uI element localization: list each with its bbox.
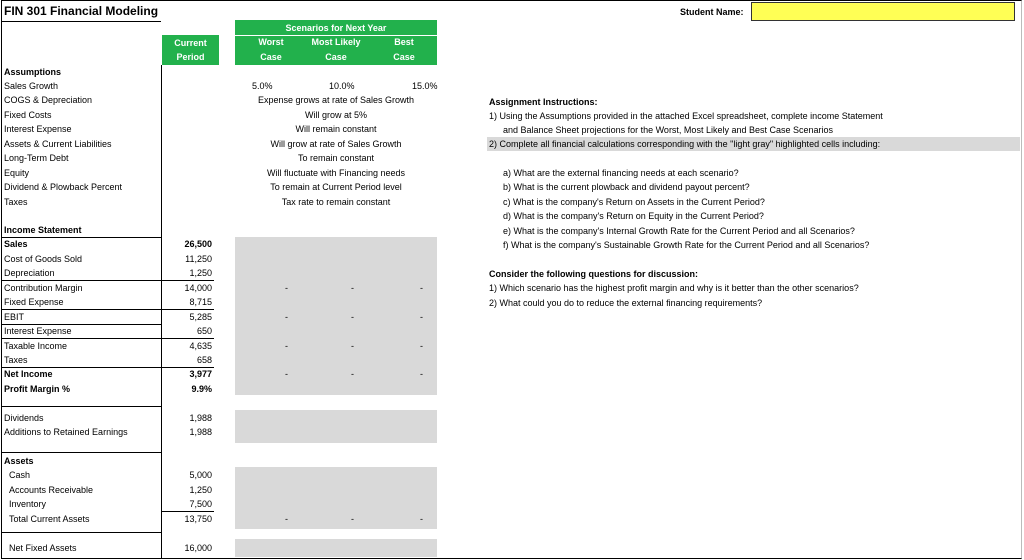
best-header-l1: Best <box>394 37 414 47</box>
income-label: Net Income <box>4 369 53 379</box>
assumption-label: COGS & Depreciation <box>4 95 93 105</box>
asset-label: Cash <box>9 470 31 480</box>
divider <box>1 406 161 407</box>
assumption-note: Tax rate to remain constant <box>281 197 391 207</box>
assumption-label: Taxes <box>4 197 28 207</box>
dividend-value: 1,988 <box>189 427 212 437</box>
divider <box>1 452 161 453</box>
best-value: - <box>420 312 423 322</box>
likely-value: - <box>351 369 354 379</box>
instructions-heading: Assignment Instructions: <box>489 97 598 107</box>
assumption-note: Will grow at rate of Sales Growth <box>270 139 402 149</box>
divider <box>1 532 161 533</box>
worst-value: - <box>285 369 288 379</box>
asset-value: 5,000 <box>189 470 212 480</box>
income-value: 650 <box>196 326 212 336</box>
best-header-l2: Case <box>393 52 415 62</box>
assumption-label: Sales Growth <box>4 81 59 91</box>
worst-value: - <box>285 514 288 524</box>
instruction-item: c) What is the company's Return on Assets in the Current Period? <box>503 197 765 207</box>
instruction-item: d) What is the company's Return on Equity in the Current Period? <box>503 211 764 221</box>
growth-worst: 5.0% <box>252 81 273 91</box>
income-value: 8,715 <box>189 297 212 307</box>
assumption-note: Will fluctuate with Financing needs <box>266 168 406 178</box>
income-value: 658 <box>196 355 212 365</box>
best-value: - <box>420 341 423 351</box>
best-value: - <box>420 283 423 293</box>
instruction-item: e) What is the company's Internal Growth Rate for the Current Period and all Scenarios? <box>503 226 855 236</box>
instruction-line: 2) Complete all financial calculations corresponding with the "light gray" highlighted cells including: <box>489 139 881 149</box>
income-label: Cost of Goods Sold <box>4 254 83 264</box>
current-header-l2: Period <box>176 52 205 62</box>
current-header-l1: Current <box>174 38 207 48</box>
instruction-line: and Balance Sheet projections for the Worst, Most Likely and Best Case Scenarios <box>503 125 834 135</box>
income-label: Taxes <box>4 355 28 365</box>
likely-value: - <box>351 514 354 524</box>
student-name-input[interactable] <box>751 2 1015 21</box>
student-name-label: Student Name: <box>680 7 744 17</box>
worst-header-l2: Case <box>260 52 282 62</box>
income-label: Contribution Margin <box>4 283 83 293</box>
income-label: Profit Margin % <box>4 384 71 394</box>
likely-header-l2: Case <box>325 52 347 62</box>
assumption-note: To remain constant <box>297 153 375 163</box>
worst-header-l1: Worst <box>258 37 284 47</box>
income-value: 9.9% <box>191 384 212 394</box>
worst-value: - <box>285 312 288 322</box>
column-separator <box>161 65 162 559</box>
income-label: Taxable Income <box>4 341 68 351</box>
assets-heading: Assets <box>4 456 34 466</box>
asset-label: Accounts Receivable <box>9 485 94 495</box>
income-value: 4,635 <box>189 341 212 351</box>
asset-value: 13,750 <box>184 514 212 524</box>
scenario-input-block[interactable] <box>235 237 437 395</box>
income-label: Interest Expense <box>4 326 72 336</box>
likely-header-l1: Most Likely <box>311 37 361 47</box>
assumption-label: Assets & Current Liabilities <box>4 139 112 149</box>
income-label: Sales <box>4 239 28 249</box>
income-value: 26,500 <box>184 239 212 249</box>
current-period-header <box>162 35 219 65</box>
instruction-item: a) What are the external financing needs at each scenario? <box>503 168 739 178</box>
dividend-label: Additions to Retained Earnings <box>4 427 128 437</box>
discussion-item: 2) What could you do to reduce the external financing requirements? <box>489 298 763 308</box>
assumption-label: Equity <box>4 168 30 178</box>
scenarios-header <box>235 20 437 65</box>
best-value: - <box>420 369 423 379</box>
dividend-value: 1,988 <box>189 413 212 423</box>
income-value: 1,250 <box>189 268 212 278</box>
assumption-note: Will grow at 5% <box>304 110 367 120</box>
income-statement-heading: Income Statement <box>4 225 82 235</box>
assumption-label: Long-Term Debt <box>4 153 69 163</box>
worst-value: - <box>285 341 288 351</box>
income-label: Fixed Expense <box>4 297 64 307</box>
scenario-input-block[interactable] <box>235 467 437 529</box>
instruction-item: f) What is the company's Sustainable Growth Rate for the Current Period and all Scenarios? <box>503 240 870 250</box>
asset-value: 16,000 <box>184 543 212 553</box>
instruction-item: b) What is the current plowback and dividend payout percent? <box>503 182 750 192</box>
income-value: 5,285 <box>189 312 212 322</box>
scenario-input-block[interactable] <box>235 539 437 557</box>
assumption-label: Fixed Costs <box>4 110 52 120</box>
growth-best: 15.0% <box>412 81 438 91</box>
title-underline <box>1 21 161 22</box>
likely-value: - <box>351 312 354 322</box>
asset-value: 7,500 <box>189 499 212 509</box>
assumption-label: Dividend & Plowback Percent <box>4 182 123 192</box>
asset-value: 1,250 <box>189 485 212 495</box>
income-value: 3,977 <box>189 369 212 379</box>
assumptions-heading: Assumptions <box>4 67 62 77</box>
discussion-heading: Consider the following questions for discussion: <box>489 269 699 279</box>
assumption-note: Expense grows at rate of Sales Growth <box>257 95 415 105</box>
asset-label: Net Fixed Assets <box>9 543 77 553</box>
instruction-line: 1) Using the Assumptions provided in the attached Excel spreadsheet, complete income Statement <box>489 111 883 121</box>
asset-label: Total Current Assets <box>9 514 90 524</box>
sheet-title: FIN 301 Financial Modeling <box>4 4 159 18</box>
assumption-note: Will remain constant <box>295 124 377 134</box>
likely-value: - <box>351 283 354 293</box>
income-label: EBIT <box>4 312 25 322</box>
best-value: - <box>420 514 423 524</box>
growth-likely: 10.0% <box>329 81 355 91</box>
divider <box>1 309 161 310</box>
likely-value: - <box>351 341 354 351</box>
worst-value: - <box>285 283 288 293</box>
discussion-item: 1) Which scenario has the highest profit margin and why is it better than the other scenarios? <box>489 283 859 293</box>
assumption-label: Interest Expense <box>4 124 72 134</box>
scenarios-title: Scenarios for Next Year <box>285 23 387 33</box>
scenario-input-block[interactable] <box>235 410 437 443</box>
income-value: 11,250 <box>185 254 212 264</box>
income-label: Depreciation <box>4 268 55 278</box>
asset-label: Inventory <box>9 499 47 509</box>
dividend-label: Dividends <box>4 413 44 423</box>
assumption-note: To remain at Current Period level <box>270 182 402 192</box>
income-value: 14,000 <box>184 283 212 293</box>
